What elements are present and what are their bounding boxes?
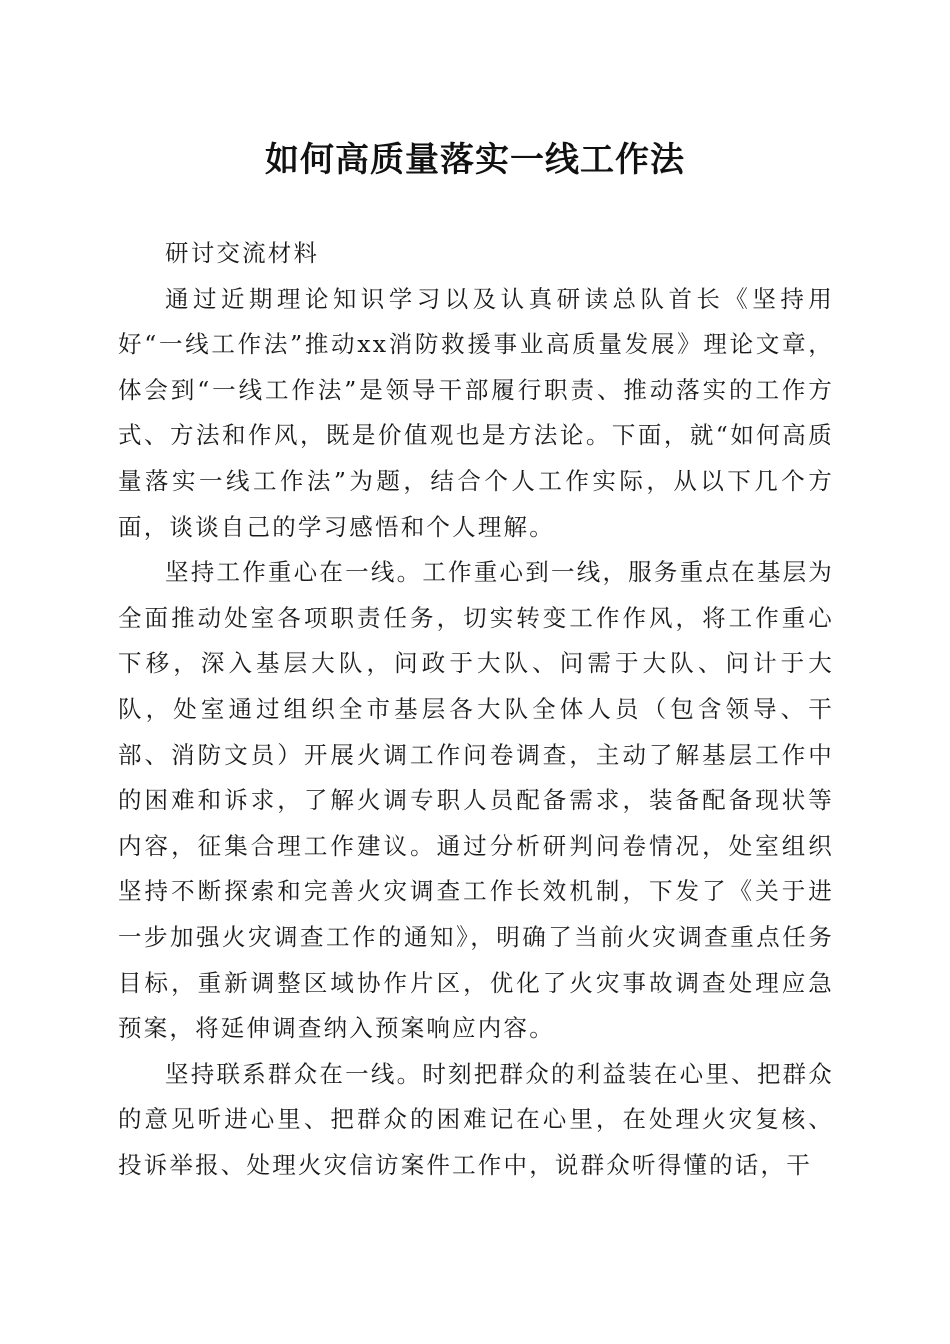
document-body <box>118 231 834 1188</box>
paragraph-subtitle: 研讨交流材料 <box>165 239 320 267</box>
document-title: 如何高质量落实一线工作法 <box>265 140 685 180</box>
paragraph-mass-contact: 坚持联系群众在一线。时刻把群众的利益装在心里、把群众的意见听进心里、把群众的困难记在心里，在处理火灾复核、投诉举报、处理火灾信访案件工作中，说群众听得懂的话，干 <box>118 1059 834 1179</box>
paragraph-intro: 通过近期理论知识学习以及认真研读总队首长《坚持用好“一线工作法”推动xx消防救援事业高质量发展》理论文章，体会到“一线工作法”是领导干部履行职责、推动落实的工作方式、方法和作风，既是价值观也是方法论。下面，就“如何高质量落实一线工作法”为题，结合个人工作实际，从以下几个方面，谈谈自己的学习感悟和个人理解。 <box>118 284 834 541</box>
paragraph-work-focus: 坚持工作重心在一线。工作重心到一线，服务重点在基层为全面推动处室各项职责任务，切实转变工作作风，将工作重心下移，深入基层大队，问政于大队、问需于大队、问计于大队，处室通过组织全市基层各大队全体人员（包含领导、干部、消防文员）开展火调工作问卷调查，主动了解基层工作中的困难和诉求，了解火调专职人员配备需求，装备配备现状等内容，征集合理工作建议。通过分析研判问卷情况，处室组织坚持不断探索和完善火灾调查工作长效机制，下发了《关于进一步加强火灾调查工作的通知》，明确了当前火灾调查重点任务目标，重新调整区域协作片区，优化了火灾事故调查处理应急预案，将延伸调查纳入预案响应内容。 <box>118 558 834 1043</box>
